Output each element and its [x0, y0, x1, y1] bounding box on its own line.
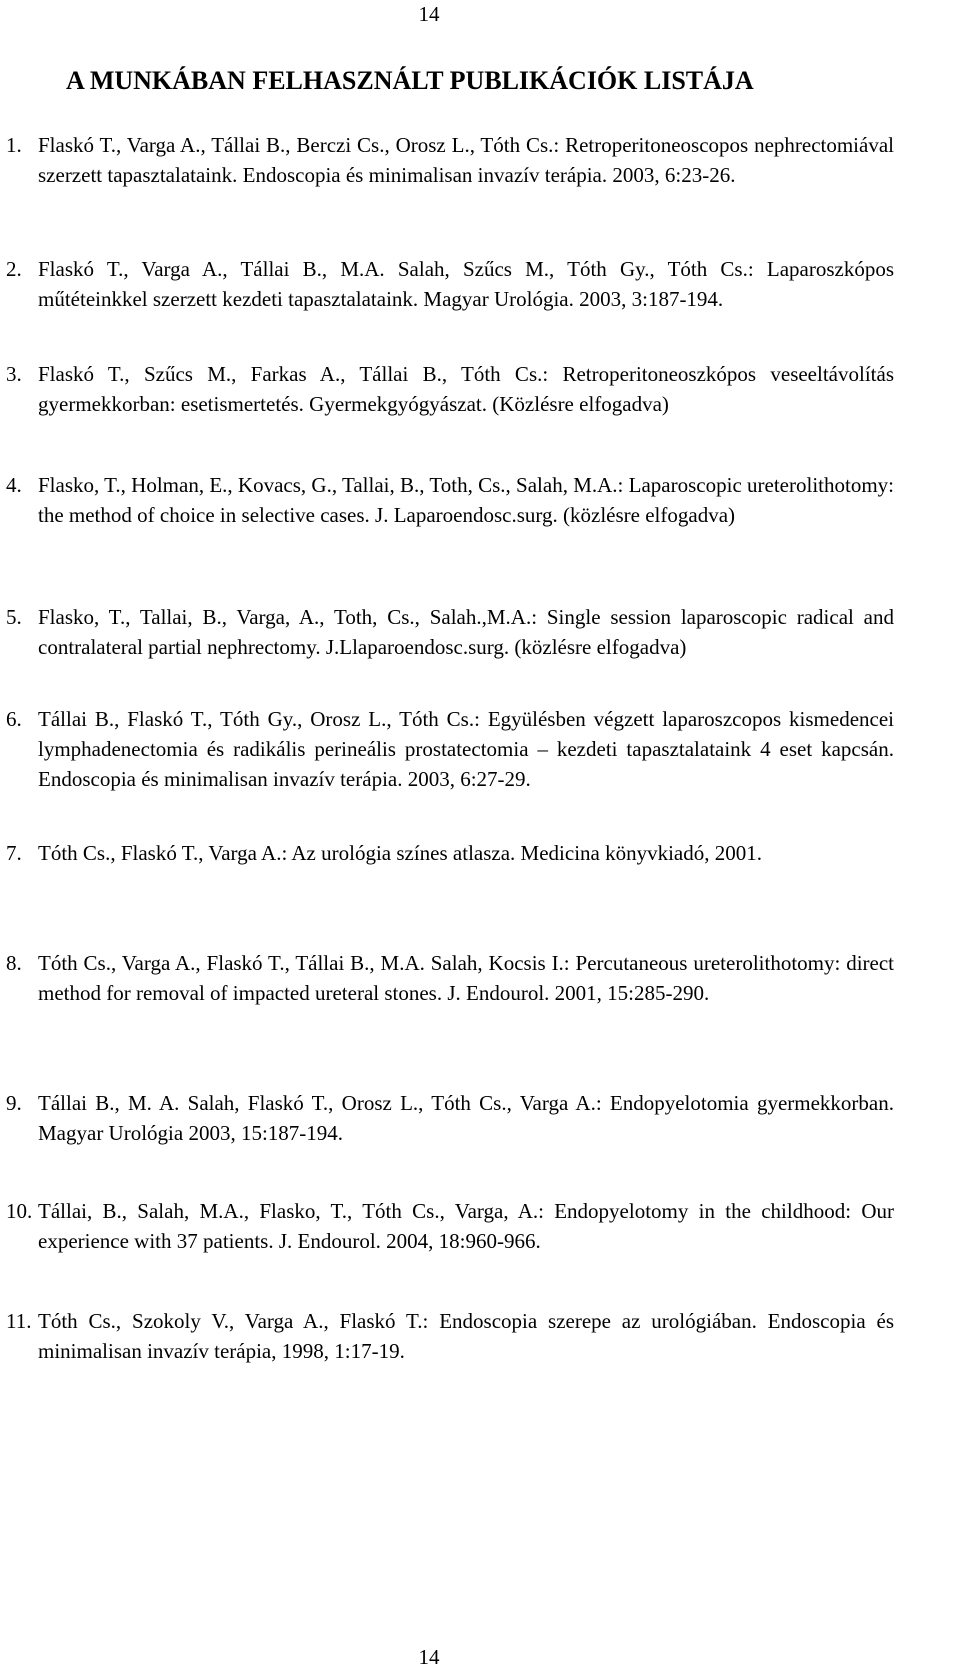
- page-number-bottom: 14: [418, 1645, 440, 1669]
- page-number-top: 14: [418, 2, 440, 26]
- reference-number: 10.: [6, 1199, 33, 1223]
- reference-text: Flasko, T., Holman, E., Kovacs, G., Tallai, B., Toth, Cs., Salah, M.A.: Laparoscopic ureterolithotomy: the method of choice in selective cases. J. Laparoendosc.surg. (közlésre elfogadva): [38, 473, 894, 527]
- reference-text: Tóth Cs., Szokoly V., Varga A., Flaskó T.: Endoscopia szerepe az urológiában. Endoscopia és minimalisan invazív terápia, 1998, 1:17-19.: [38, 1309, 894, 1363]
- reference-text: Tállai B., Flaskó T., Tóth Gy., Orosz L., Tóth Cs.: Együlésben végzett laparoszcopos kismedencei lymphadenectomia és radikális perineális prostatectomia – kezdeti tapasztalataink 4 eset kapcsán. Endoscopia és minimalisan invazív terápia. 2003, 6:27-29.: [38, 707, 894, 791]
- reference-text: Flaskó T., Varga A., Tállai B., Berczi Cs., Orosz L., Tóth Cs.: Retroperitoneoscopos nephrectomiával szerzett tapasztalataink. Endoscopia és minimalisan invazív terápia. 2003, 6:23-26.: [38, 133, 894, 187]
- reference-text: Tállai B., M. A. Salah, Flaskó T., Orosz L., Tóth Cs., Varga A.: Endopyelotomia gyermekkorban. Magyar Urológia 2003, 15:187-194.: [38, 1091, 894, 1145]
- reference-number: 5.: [6, 605, 22, 629]
- reference-number: 7.: [6, 841, 22, 865]
- reference-number: 4.: [6, 473, 22, 497]
- reference-text: Flasko, T., Tallai, B., Varga, A., Toth, Cs., Salah.,M.A.: Single session laparoscopic radical and contralateral partial nephrectomy. J.Llaparoendosc.surg. (közlésre elfogadva): [38, 605, 894, 659]
- reference-number: 3.: [6, 362, 22, 386]
- reference-text: Flaskó T., Varga A., Tállai B., M.A. Salah, Szűcs M., Tóth Gy., Tóth Cs.: Laparoszkópos műtéteinkkel szerzett kezdeti tapasztalataink. Magyar Urológia. 2003, 3:187-194.: [38, 257, 894, 311]
- reference-text: Tóth Cs., Flaskó T., Varga A.: Az urológia színes atlasza. Medicina könyvkiadó, 2001.: [38, 841, 763, 865]
- reference-text: Flaskó T., Szűcs M., Farkas A., Tállai B., Tóth Cs.: Retroperitoneoszkópos veseeltávolítás gyermekkorban: esetismertetés. Gyermekgyógyászat. (Közlésre elfogadva): [38, 362, 894, 416]
- reference-number: 11.: [6, 1309, 32, 1333]
- reference-text: Tállai, B., Salah, M.A., Flasko, T., Tóth Cs., Varga, A.: Endopyelotomy in the childhood: Our experience with 37 patients. J. Endourol. 2004, 18:960-966.: [38, 1199, 894, 1253]
- reference-number: 9.: [6, 1091, 22, 1115]
- reference-text: Tóth Cs., Varga A., Flaskó T., Tállai B., M.A. Salah, Kocsis I.: Percutaneous ureterolithotomy: direct method for removal of impacted ureteral stones. J. Endourol. 2001, 15:285-290.: [38, 951, 894, 1005]
- reference-number: 1.: [6, 133, 22, 157]
- reference-number: 8.: [6, 951, 22, 975]
- reference-number: 6.: [6, 707, 22, 731]
- reference-number: 2.: [6, 257, 22, 281]
- page-title: A MUNKÁBAN FELHASZNÁLT PUBLIKÁCIÓK LISTÁJA: [66, 66, 754, 95]
